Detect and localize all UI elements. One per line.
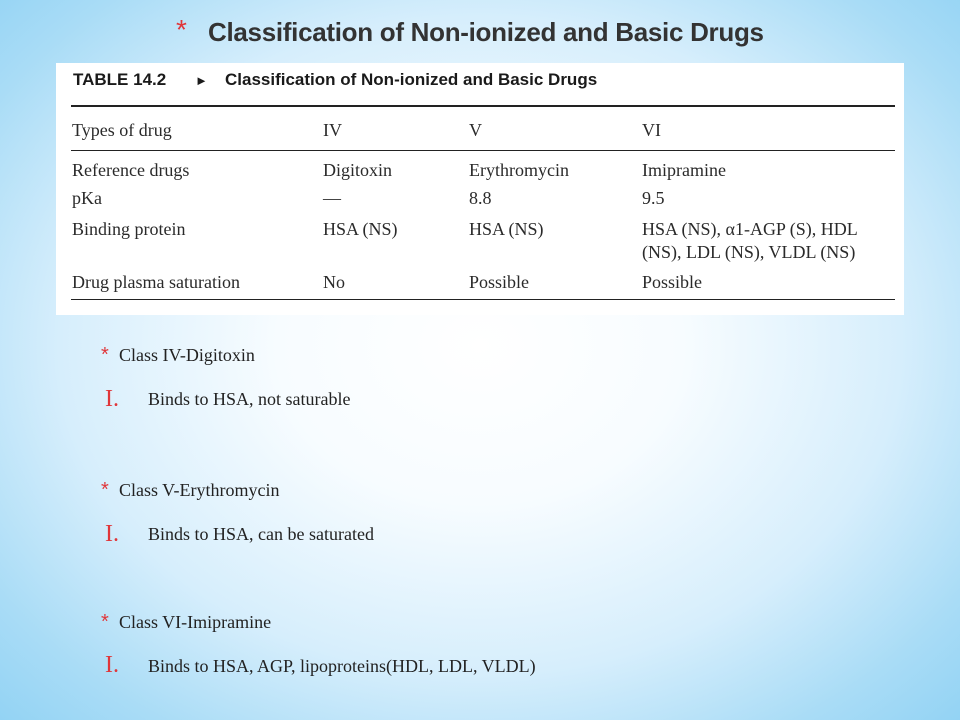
sub-bullet-text: Binds to HSA, can be saturated bbox=[148, 524, 374, 544]
table-cell: Reference drugs bbox=[72, 160, 190, 180]
table-cell: Drug plasma saturation bbox=[72, 272, 240, 292]
table-cell: HSA (NS), α1-AGP (S), HDL bbox=[642, 219, 858, 239]
title-bullet-icon: * bbox=[176, 14, 187, 45]
table-number: TABLE 14.2 bbox=[73, 70, 167, 89]
roman-numeral: I. bbox=[105, 521, 119, 547]
table-cell: No bbox=[323, 272, 345, 292]
table-caption bbox=[73, 70, 597, 90]
table-cell: pKa bbox=[72, 188, 102, 208]
table-title: Classification of Non-ionized and Basic Drugs bbox=[225, 70, 598, 89]
bullet-icon: * bbox=[101, 344, 109, 366]
table-cell: 9.5 bbox=[642, 188, 665, 208]
table-top-rule bbox=[71, 105, 895, 107]
header-cell: Types of drug bbox=[72, 120, 172, 140]
table-cell: Possible bbox=[642, 272, 703, 292]
sub-bullet-text: Binds to HSA, not saturable bbox=[148, 389, 351, 409]
bullet-class-v: Class V-Erythromycin bbox=[119, 480, 280, 500]
triangle-right-icon: ► bbox=[195, 73, 208, 88]
table-cell: HSA (NS) bbox=[323, 219, 398, 239]
table-header-rule bbox=[71, 150, 895, 151]
table-cell: — bbox=[323, 188, 341, 208]
header-cell: IV bbox=[323, 120, 342, 140]
bullet-icon: * bbox=[101, 611, 109, 633]
table-bottom-rule bbox=[71, 299, 895, 300]
table-cell: Possible bbox=[469, 272, 530, 292]
roman-numeral: I. bbox=[105, 386, 119, 412]
header-cell: VI bbox=[642, 120, 661, 140]
table-cell: Erythromycin bbox=[469, 160, 569, 180]
slide-title: Classification of Non-ionized and Basic Drugs bbox=[208, 17, 764, 47]
table-cell: Binding protein bbox=[72, 219, 186, 239]
table-image bbox=[56, 63, 904, 315]
header-cell: V bbox=[469, 120, 482, 140]
table-cell: Imipramine bbox=[642, 160, 726, 180]
table-cell: 8.8 bbox=[469, 188, 492, 208]
bullet-class-vi: Class VI-Imipramine bbox=[119, 612, 272, 632]
bullet-class-iv: Class IV-Digitoxin bbox=[119, 345, 255, 365]
table-cell: HSA (NS) bbox=[469, 219, 544, 239]
bullet-icon: * bbox=[101, 479, 109, 501]
sub-bullet-text: Binds to HSA, AGP, lipoproteins(HDL, LDL, VLDL) bbox=[148, 656, 536, 676]
roman-numeral: I. bbox=[105, 652, 119, 678]
table-cell: (NS), LDL (NS), VLDL (NS) bbox=[642, 242, 856, 262]
table-cell: Digitoxin bbox=[323, 160, 393, 180]
